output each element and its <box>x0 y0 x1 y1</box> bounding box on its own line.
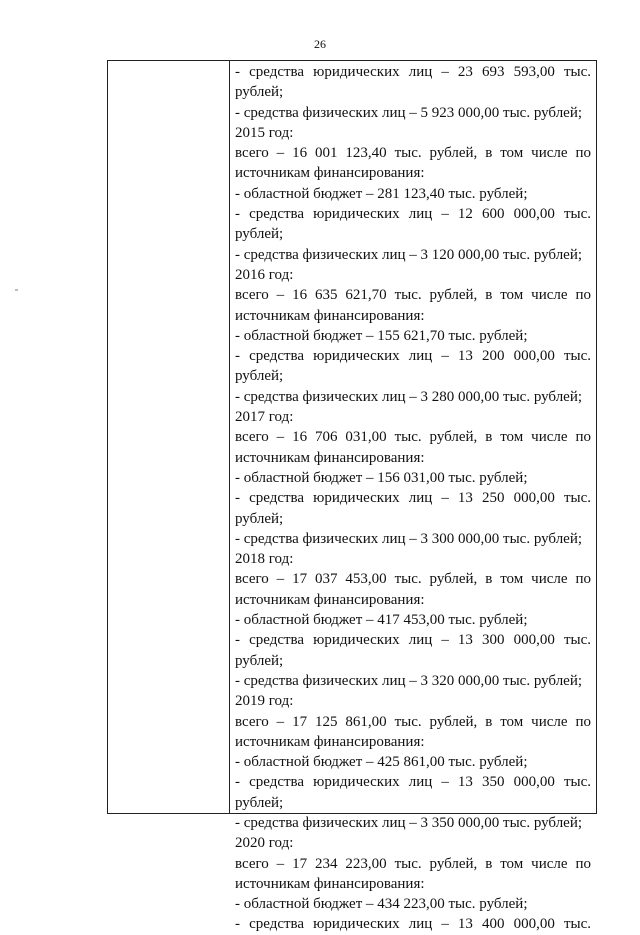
funding-line: - средства физических лиц – 3 320 000,00 тыс. рублей; <box>235 672 583 689</box>
funding-line: источникам финансирования: <box>235 875 425 892</box>
funding-line: - средства юридических лиц – 13 250 000,00 тыс. <box>235 490 591 507</box>
funding-line: рублей; <box>235 84 284 101</box>
funding-line: 2015 год: <box>235 124 294 141</box>
funding-line: - областной бюджет – 434 223,00 тыс. рублей; <box>235 896 528 913</box>
table-left-column <box>108 61 230 813</box>
funding-line: источникам финансирования: <box>235 591 425 608</box>
funding-line: источникам финансирования: <box>235 449 425 466</box>
funding-line: источникам финансирования: <box>235 733 425 750</box>
funding-line: 2020 год: <box>235 835 294 852</box>
funding-line: всего – 17 234 223,00 тыс. рублей, в том числе по <box>235 855 591 872</box>
funding-line: - средства физических лиц – 5 923 000,00 тыс. рублей; <box>235 104 583 121</box>
funding-line: - средства физических лиц – 3 120 000,00 тыс. рублей; <box>235 246 583 263</box>
funding-line: всего – 17 037 453,00 тыс. рублей, в том числе по <box>235 571 591 588</box>
funding-line: - областной бюджет – 281 123,40 тыс. рублей; <box>235 185 528 202</box>
funding-line: всего – 16 635 621,70 тыс. рублей, в том числе по <box>235 287 591 304</box>
funding-line: 2016 год: <box>235 266 294 283</box>
funding-line: - областной бюджет – 417 453,00 тыс. рублей; <box>235 612 528 629</box>
funding-line: - областной бюджет – 156 031,00 тыс. рублей; <box>235 469 528 486</box>
funding-line: 2018 год: <box>235 551 294 568</box>
funding-line: - средства юридических лиц – 12 600 000,00 тыс. <box>235 206 591 223</box>
funding-line: - средства физических лиц – 3 280 000,00 тыс. рублей; <box>235 388 583 405</box>
funding-line: источникам финансирования: <box>235 307 425 324</box>
funding-line: всего – 16 001 123,40 тыс. рублей, в том числе по <box>235 145 591 162</box>
funding-line: - средства юридических лиц – 13 200 000,00 тыс. <box>235 348 591 365</box>
funding-line: - средства юридических лиц – 13 300 000,00 тыс. <box>235 632 591 649</box>
funding-line: 2017 год: <box>235 409 294 426</box>
funding-table <box>107 60 597 933</box>
funding-line: - областной бюджет – 155 621,70 тыс. рублей; <box>235 327 528 344</box>
funding-line: - средства физических лиц – 3 300 000,00 тыс. рублей; <box>235 530 583 547</box>
funding-line: рублей; <box>235 226 284 243</box>
funding-line: - средства юридических лиц – 23 693 593,00 тыс. <box>235 64 591 80</box>
funding-line: - средства физических лиц – 3 350 000,00 тыс. рублей; <box>235 814 583 831</box>
funding-line: рублей; <box>235 794 284 811</box>
margin-mark <box>15 289 18 291</box>
funding-line: - средства юридических лиц – 13 350 000,00 тыс. <box>235 774 591 791</box>
table-right-column <box>230 61 596 933</box>
funding-line: рублей; <box>235 652 284 669</box>
funding-line: рублей; <box>235 368 284 385</box>
funding-line: - средства юридических лиц – 13 400 000,00 тыс. <box>235 916 591 933</box>
funding-line: рублей; <box>235 510 284 527</box>
page-number: 26 <box>314 37 326 51</box>
funding-line: источникам финансирования: <box>235 165 425 182</box>
funding-line: всего – 17 125 861,00 тыс. рублей, в том числе по <box>235 713 591 730</box>
funding-line: всего – 16 706 031,00 тыс. рублей, в том числе по <box>235 429 591 446</box>
funding-line: 2019 год: <box>235 693 294 710</box>
funding-line: - областной бюджет – 425 861,00 тыс. рублей; <box>235 754 528 771</box>
